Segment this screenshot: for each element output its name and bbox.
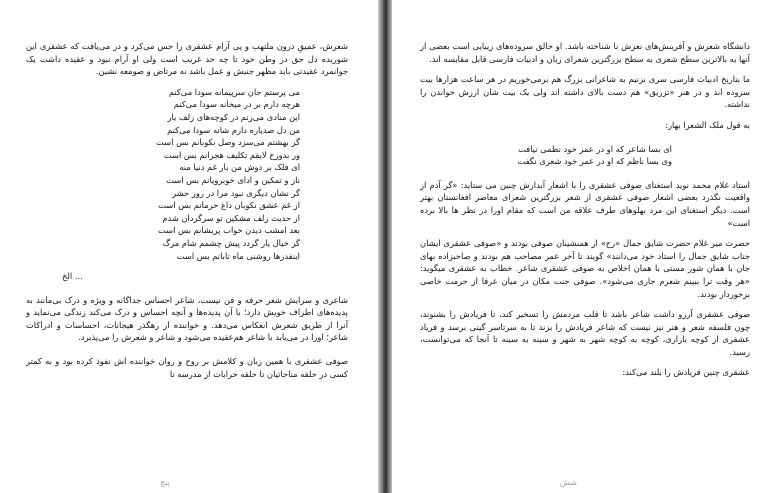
poem-line: از غم عشق نکوبان داغ حرمانم بس است xyxy=(158,200,300,211)
poem-line: ای فلک بر دوش من بار غم دنیا منه xyxy=(179,162,300,173)
left-page xyxy=(0,0,378,493)
right-couplet xyxy=(420,143,672,168)
right-paragraph-3: به قول ملک الشعرا بهار: xyxy=(665,119,750,130)
right-paragraph-4: استاد غلام محمد نوید استغنای صوفی عشقری را با اشعار آبدارش چنین می ستاید: «گر آدم از واقعیت نگذرد بعضی اشعار صوفی عشقری از شعر بزرگترین شعرای معاصر افغانستان بهتر است. دیگر استغنای این مرد بهلوهای طرف علاقه من است که مقام اورا در نظر ها بالا برده است» xyxy=(420,179,750,228)
poem-line: گر خیال یار گردد پیش چشمم شام مرگ xyxy=(162,237,300,248)
couplet-line: وی بسا ناظم که او در عمر خود شعری نگفت xyxy=(517,156,672,167)
couplet-line: ای بسا شاعر که او در عمر خود نظمی نیافت xyxy=(518,143,672,154)
right-page-text xyxy=(420,40,750,379)
left-paragraph-3: صوفی عشقری با همین زبان و کلامش بر روح و روان خواننده اش نفوذ کرده بود و به کمتر کسی در حلقه مناجاتیان تا حلقه خرابات از مدرسه تا xyxy=(26,356,348,379)
right-paragraph-1: دانشگاه شعرش و آفرینش‌های نغزش نا شناخته باشد. او خالق سروده‌های زیبایی است بعضی از آنها به بالاترین سطح شعری به سطح بزرگترین شعرای زبان و ادبیات فارسی قابل مقایسه اند. xyxy=(420,41,750,64)
poem-line: ناز و تمکین و ادای خوبرویانم بس است xyxy=(166,174,300,185)
right-paragraph-5: حضرت میر غلام حضرت شایق جمال «رح» از همنشینان صوفی بودند و «صوفی عشقری ایشان جناب شایق جمال را استاد خود می‌دانند» گویند تا آخر عمر مصاحب هم بودند و صاحبزاده بهای جان با همان شور مستی با همان اخلاص به صوفی عشقری شاعر. خطاب به عشقری میگوید: «هر وقت ترا ببینم شعرم جاری می‌شود». صوفی جنت مکان در میان عرفا از حرمت خاصی برخوردار بودند. xyxy=(420,238,750,299)
poem-line: هرچه دارم بر در میخانه سودا می‌کنم xyxy=(173,99,300,110)
left-paragraph-2: شاعری و سرایش شعر حرفه و فن نیست، شاعر احساس جداگانه و ویژه و درک بی‌مانند به پدیده‌های اطراف خویش دارد؛ با آن پدیده‌ها و آنچه احساس و درک می‌کند زندگی می‌نماید و آنرا از طریق شعرش انعکاس می‌دهد. و خواننده از رهگذر هیجانات، احساسات و ادراکات شاعر؛ اورا در می‌یابد با شاعر هم‌عقیده می‌شود و شاعر و شعرش را می‌پذیرد. xyxy=(26,294,348,343)
poem-line: گر بهشتم می‌سزد وصل نکوبانم بس است xyxy=(156,137,300,148)
poem-line: این منادی می‌زنم در کوچه‌های زلف یار xyxy=(167,111,300,122)
poem-ellipsis: ... الخ xyxy=(62,271,83,282)
right-page-number: شش xyxy=(560,478,577,487)
poem-line: از حدیث زلف مشکین تو سرگردان شدم xyxy=(162,212,300,223)
poem-line: اینقدرها روشنی ماه تابانم بس است xyxy=(176,250,300,261)
poem-line: ور بدوزخ لایقم تکلیف هجرانم بس است xyxy=(163,149,300,160)
poem-line: می پرستم جان سرپیمانه سودا می‌کنم xyxy=(168,86,300,97)
poem-line: من دل صدپاره دارم شانه سودا می‌کنم xyxy=(167,124,300,135)
right-paragraph-7: عشقری چنین فریادش را بلند می‌کند: xyxy=(622,367,750,378)
right-paragraph-2: ما بتاریخ ادبیات فارسی سری بزنیم به شاعرانی بزرگ هم برمی‌خوریم در هر ساعت هزارها بیت سروده اند و در هنر «تزریق» هم دست بالای داشته اند ولی یک بیت شان ارزش خواندن را نداشته. xyxy=(420,74,750,110)
right-paragraph-6: صوفی عشقری آرزو داشت شاعر باشد تا قلب مردمش را تسخیر کند، تا فریادش را بشنوند، چون فلسفه شعر و هنر نیز نیست که شاعر فریادش را بزند تا به سرتاسر گیتی برسد و فریاد عشقری از کوچه بازاری، کوچه به کوچه شهر به شهر و سینه به سینه تا آنجا که می‌توانست، رسید. xyxy=(420,309,750,357)
left-page-text xyxy=(26,40,348,380)
left-intro-paragraph: شعرش، عمیقِ درون ملتهب و پی آرام عشقری را حس می‌کرد و در می‌یافت که عشقری این شوریده دل حق در وطن خود تا چه حد غریب است ولی او آرام نبود و عقیده داشت یک جوانمرد عقیدتی باید مظهر جنبش و عمل باشد نه مرتاض و صومعه نشین. xyxy=(26,41,348,77)
left-poem xyxy=(26,86,300,262)
left-page-number: پنج xyxy=(160,478,170,487)
book-spine xyxy=(378,0,392,493)
poem-line: بعد امشب دیدن خواب پریشانم بس است xyxy=(157,225,300,236)
poem-line: گر نشان دیگری نبود مرا در روز حشر xyxy=(172,187,300,198)
right-page xyxy=(392,0,768,493)
